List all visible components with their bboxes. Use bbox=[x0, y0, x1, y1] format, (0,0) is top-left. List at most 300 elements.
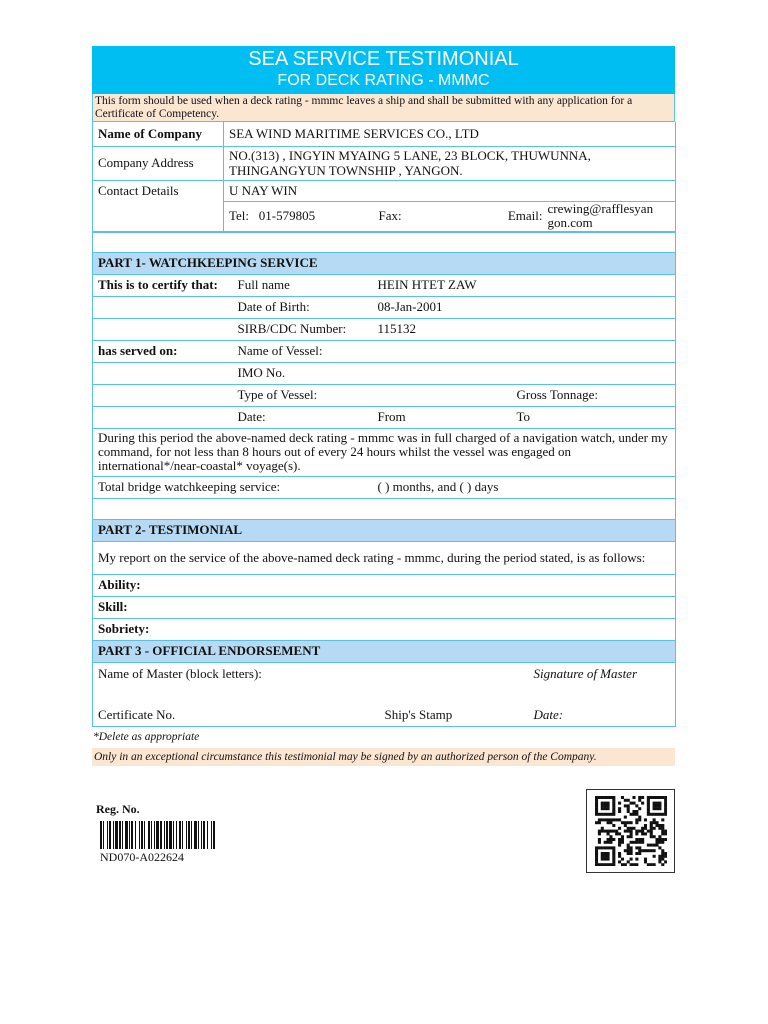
qr-module bbox=[644, 827, 647, 830]
qr-module bbox=[658, 813, 661, 816]
qr-module bbox=[664, 838, 667, 841]
qr-module bbox=[635, 863, 638, 866]
qr-module bbox=[598, 838, 601, 841]
qr-module bbox=[641, 796, 644, 799]
qr-module bbox=[612, 858, 615, 861]
qr-module bbox=[641, 838, 644, 841]
qr-module bbox=[624, 816, 627, 819]
qr-module bbox=[624, 863, 627, 866]
qr-module bbox=[658, 802, 661, 805]
qr-module bbox=[598, 863, 601, 866]
qr-module bbox=[627, 799, 630, 802]
company-block bbox=[92, 122, 676, 232]
qr-module bbox=[661, 818, 664, 821]
qr-module bbox=[607, 802, 610, 805]
qr-module bbox=[627, 810, 630, 813]
barcode-bar bbox=[135, 821, 136, 849]
qr-module bbox=[661, 855, 664, 858]
barcode-bar bbox=[211, 821, 212, 849]
qr-module bbox=[661, 858, 664, 861]
barcode-bar bbox=[103, 821, 104, 849]
qr-module bbox=[653, 813, 656, 816]
email-line-1: crewing@rafflesyan bbox=[547, 201, 654, 216]
qr-module bbox=[655, 821, 658, 824]
barcode-bar bbox=[160, 821, 162, 849]
qr-module bbox=[609, 821, 612, 824]
qr-module bbox=[664, 802, 667, 805]
qr-module bbox=[650, 849, 653, 852]
qr-module bbox=[618, 844, 621, 847]
qr-module bbox=[664, 860, 667, 863]
qr-module bbox=[607, 818, 610, 821]
qr-module bbox=[618, 807, 621, 810]
qr-module bbox=[607, 796, 610, 799]
qr-module bbox=[664, 810, 667, 813]
qr-module bbox=[601, 802, 604, 805]
qr-module bbox=[607, 858, 610, 861]
qr-module bbox=[658, 824, 661, 827]
company-address-value bbox=[224, 146, 676, 180]
qr-module bbox=[655, 807, 658, 810]
barcode-bar bbox=[182, 821, 183, 849]
qr-module bbox=[644, 832, 647, 835]
tel-label: Tel: bbox=[229, 208, 250, 223]
qr-module bbox=[630, 852, 633, 855]
qr-module bbox=[609, 796, 612, 799]
barcode-bar bbox=[169, 821, 172, 849]
qr-module bbox=[658, 846, 661, 849]
qr-module bbox=[630, 841, 633, 844]
qr-module bbox=[612, 855, 615, 858]
served-label: has served on: bbox=[93, 340, 233, 362]
qr-module bbox=[653, 855, 656, 858]
qr-module bbox=[621, 796, 624, 799]
qr-module bbox=[630, 835, 633, 838]
qr-module bbox=[638, 841, 641, 844]
blank-row-2 bbox=[93, 498, 676, 519]
qr-module bbox=[618, 818, 621, 821]
qr-module bbox=[650, 835, 653, 838]
qr-module bbox=[655, 802, 658, 805]
qr-module bbox=[598, 821, 601, 824]
qr-module bbox=[658, 860, 661, 863]
qr-module bbox=[661, 849, 664, 852]
fax-label: Fax: bbox=[378, 208, 402, 223]
qr-module bbox=[607, 855, 610, 858]
skill-label: Skill: bbox=[93, 596, 676, 618]
to-label: To bbox=[512, 406, 676, 428]
qr-module bbox=[635, 841, 638, 844]
qr-module bbox=[607, 807, 610, 810]
type-label: Type of Vessel: bbox=[233, 384, 512, 406]
qr-module bbox=[612, 810, 615, 813]
qr-module bbox=[638, 830, 641, 833]
qr-module bbox=[618, 838, 621, 841]
part1-heading: PART 1- WATCHKEEPING SERVICE bbox=[93, 252, 676, 274]
barcode-bar bbox=[115, 821, 118, 849]
qr-module bbox=[653, 849, 656, 852]
qr-module bbox=[604, 841, 607, 844]
qr-module bbox=[609, 846, 612, 849]
qr-module bbox=[664, 832, 667, 835]
qr-module bbox=[601, 830, 604, 833]
qr-module bbox=[664, 830, 667, 833]
qr-module bbox=[612, 838, 615, 841]
qr-module bbox=[624, 804, 627, 807]
qr-module bbox=[655, 841, 658, 844]
barcode-bar bbox=[186, 821, 187, 849]
qr-module bbox=[627, 849, 630, 852]
qr-module bbox=[618, 832, 621, 835]
qr-module bbox=[661, 838, 664, 841]
sirb-label: SIRB/CDC Number: bbox=[233, 318, 373, 340]
qr-module bbox=[638, 852, 641, 855]
form-subtitle: FOR DECK RATING - MMMC bbox=[277, 72, 490, 89]
qr-module bbox=[607, 841, 610, 844]
qr-module bbox=[615, 832, 618, 835]
barcode-bar bbox=[109, 821, 111, 849]
qr-module bbox=[615, 830, 618, 833]
qr-module bbox=[621, 838, 624, 841]
date-sign-label: Date: bbox=[512, 704, 676, 726]
qr-module bbox=[627, 830, 630, 833]
qr-module bbox=[641, 802, 644, 805]
qr-module bbox=[661, 827, 664, 830]
barcode-bar bbox=[156, 821, 159, 849]
qr-module bbox=[618, 802, 621, 805]
contact-spacer bbox=[93, 201, 224, 231]
qr-module bbox=[598, 818, 601, 821]
signature-label: Signature of Master bbox=[512, 662, 676, 704]
qr-module bbox=[647, 844, 650, 847]
barcode-bar bbox=[129, 821, 130, 849]
qr-module bbox=[661, 852, 664, 855]
qr-module bbox=[658, 841, 661, 844]
form-intro: This form should be used when a deck rating - mmmc leaves a ship and shall be submitted with any application for a Certificate of Competency. bbox=[92, 94, 675, 122]
email-line-2: gon.com bbox=[547, 215, 593, 230]
barcode-bar bbox=[173, 821, 174, 849]
dob-value: 08-Jan-2001 bbox=[373, 296, 676, 318]
qr-module bbox=[653, 844, 656, 847]
qr-module bbox=[635, 852, 638, 855]
barcode-number: ND070-A022624 bbox=[100, 850, 184, 864]
qr-module bbox=[632, 827, 635, 830]
barcode-bar bbox=[164, 821, 165, 849]
qr-module bbox=[607, 838, 610, 841]
qr-module bbox=[630, 802, 633, 805]
full-name-value: HEIN HTET ZAW bbox=[373, 274, 676, 296]
qr-module bbox=[604, 804, 607, 807]
qr-module bbox=[632, 802, 635, 805]
period-text: During this period the above-named deck rating - mmmc was in full charged of a navigation watch, under my command, for not less than 8 hours out of every 24 hours whilst the vessel was engaged on international*/near-coastal* voyage(s). bbox=[93, 428, 676, 476]
total-label: Total bridge watchkeeping service: bbox=[93, 476, 373, 498]
qr-module bbox=[624, 821, 627, 824]
blank-row bbox=[93, 232, 676, 252]
barcode-bar bbox=[131, 821, 133, 849]
qr-module bbox=[607, 832, 610, 835]
barcode-bar bbox=[148, 821, 150, 849]
qr-module bbox=[612, 824, 615, 827]
qr-module bbox=[658, 858, 661, 861]
qr-module bbox=[644, 858, 647, 861]
qr-module bbox=[604, 863, 607, 866]
qr-module bbox=[632, 810, 635, 813]
qr-module bbox=[601, 818, 604, 821]
qr-module bbox=[644, 818, 647, 821]
qr-module bbox=[598, 846, 601, 849]
qr-module bbox=[595, 807, 598, 810]
barcode-bar bbox=[125, 821, 128, 849]
qr-module bbox=[650, 832, 653, 835]
qr-module bbox=[595, 849, 598, 852]
qr-module bbox=[627, 835, 630, 838]
qr-module bbox=[595, 852, 598, 855]
qr-module bbox=[635, 832, 638, 835]
qr-module bbox=[653, 804, 656, 807]
qr-module bbox=[630, 832, 633, 835]
qr-module bbox=[650, 796, 653, 799]
sirb-value: 115132 bbox=[373, 318, 676, 340]
qr-module bbox=[607, 846, 610, 849]
imo-spacer bbox=[93, 362, 233, 384]
qr-module bbox=[655, 844, 658, 847]
qr-module bbox=[627, 852, 630, 855]
qr-module bbox=[601, 807, 604, 810]
email-label: Email: bbox=[507, 208, 543, 223]
qr-module bbox=[595, 821, 598, 824]
qr-module bbox=[609, 813, 612, 816]
qr-module bbox=[658, 855, 661, 858]
qr-module bbox=[635, 813, 638, 816]
qr-module bbox=[618, 860, 621, 863]
qr-module bbox=[658, 835, 661, 838]
qr-module bbox=[647, 830, 650, 833]
qr-code-image bbox=[595, 796, 667, 866]
qr-module bbox=[635, 810, 638, 813]
reg-label: Reg. No. bbox=[96, 802, 140, 816]
barcode-bar bbox=[166, 821, 168, 849]
qr-module bbox=[650, 827, 653, 830]
qr-module bbox=[638, 807, 641, 810]
qr-module bbox=[627, 804, 630, 807]
qr-module bbox=[641, 830, 644, 833]
qr-module bbox=[635, 804, 638, 807]
qr-module bbox=[635, 821, 638, 824]
qr-module bbox=[661, 824, 664, 827]
qr-module bbox=[627, 807, 630, 810]
qr-module bbox=[647, 799, 650, 802]
qr-module bbox=[612, 860, 615, 863]
qr-module bbox=[655, 838, 658, 841]
qr-module bbox=[664, 804, 667, 807]
qr-module bbox=[630, 830, 633, 833]
part2-heading: PART 2- TESTIMONIAL bbox=[93, 519, 676, 541]
qr-module bbox=[650, 821, 653, 824]
qr-module bbox=[641, 841, 644, 844]
qr-module bbox=[604, 855, 607, 858]
barcode-bar bbox=[176, 821, 177, 849]
dob-label: Date of Birth: bbox=[233, 296, 373, 318]
qr-module bbox=[604, 846, 607, 849]
qr-module bbox=[612, 807, 615, 810]
qr-module bbox=[638, 799, 641, 802]
qr-module bbox=[601, 804, 604, 807]
qr-module bbox=[601, 796, 604, 799]
qr-module bbox=[601, 813, 604, 816]
qr-module bbox=[653, 807, 656, 810]
barcode-bar bbox=[188, 821, 190, 849]
qr-module bbox=[595, 860, 598, 863]
qr-module bbox=[601, 863, 604, 866]
qr-module bbox=[601, 855, 604, 858]
qr-module bbox=[632, 796, 635, 799]
qr-module bbox=[638, 838, 641, 841]
part1-table bbox=[92, 232, 676, 727]
barcode-bar bbox=[179, 821, 181, 849]
qr-module bbox=[609, 863, 612, 866]
qr-module bbox=[609, 830, 612, 833]
qr-module bbox=[650, 844, 653, 847]
qr-module bbox=[598, 832, 601, 835]
qr-module bbox=[612, 830, 615, 833]
qr-module bbox=[647, 849, 650, 852]
qr-module bbox=[627, 821, 630, 824]
qr-code bbox=[586, 789, 675, 873]
qr-module bbox=[638, 796, 641, 799]
vessel-label: Name of Vessel: bbox=[233, 340, 676, 362]
qr-module bbox=[664, 799, 667, 802]
qr-module bbox=[615, 818, 618, 821]
type-spacer bbox=[93, 384, 233, 406]
address-line-1: NO.(313) , INGYIN MYAING 5 LANE, 23 BLOCK, THUWUNNA, bbox=[229, 148, 591, 163]
qr-module bbox=[604, 830, 607, 833]
barcode-bar bbox=[201, 821, 202, 849]
exception-note: Only in an exceptional circumstance this testimonial may be signed by an authorized person of the Company. bbox=[92, 748, 675, 766]
qr-module bbox=[607, 830, 610, 833]
qr-module bbox=[627, 860, 630, 863]
barcode-bar bbox=[207, 821, 208, 849]
qr-module bbox=[598, 813, 601, 816]
qr-module bbox=[612, 804, 615, 807]
qr-module bbox=[621, 863, 624, 866]
qr-module bbox=[607, 821, 610, 824]
qr-module bbox=[632, 863, 635, 866]
qr-module bbox=[612, 863, 615, 866]
qr-module bbox=[612, 852, 615, 855]
qr-module bbox=[635, 838, 638, 841]
qr-module bbox=[650, 863, 653, 866]
qr-module bbox=[658, 804, 661, 807]
ability-label: Ability: bbox=[93, 574, 676, 596]
qr-module bbox=[630, 849, 633, 852]
qr-module bbox=[647, 810, 650, 813]
sirb-spacer bbox=[93, 318, 233, 340]
qr-module bbox=[650, 830, 653, 833]
qr-module bbox=[653, 835, 656, 838]
qr-module bbox=[621, 835, 624, 838]
qr-module bbox=[621, 841, 624, 844]
barcode-bar bbox=[122, 821, 123, 849]
qr-module bbox=[661, 863, 664, 866]
qr-module bbox=[604, 796, 607, 799]
barcode-bar bbox=[144, 821, 145, 849]
qr-module bbox=[638, 846, 641, 849]
qr-module bbox=[644, 824, 647, 827]
report-text: My report on the service of the above-named deck rating - mmmc, during the period stated, is as follows: bbox=[93, 541, 676, 574]
qr-module bbox=[661, 841, 664, 844]
qr-module bbox=[601, 827, 604, 830]
address-line-2: THINGANGYUN TOWNSHIP , YANGON. bbox=[229, 163, 463, 178]
qr-module bbox=[612, 799, 615, 802]
qr-module bbox=[595, 858, 598, 861]
qr-module bbox=[604, 852, 607, 855]
tel-value: 01-579805 bbox=[258, 208, 316, 223]
qr-module bbox=[595, 846, 598, 849]
qr-module bbox=[601, 852, 604, 855]
qr-module bbox=[632, 841, 635, 844]
qr-module bbox=[650, 824, 653, 827]
part3-heading: PART 3 - OFFICIAL ENDORSEMENT bbox=[93, 640, 676, 662]
barcode-bar bbox=[151, 821, 152, 849]
qr-module bbox=[598, 841, 601, 844]
qr-module bbox=[627, 846, 630, 849]
qr-module bbox=[618, 810, 621, 813]
barcode-bar bbox=[213, 821, 215, 849]
dob-spacer bbox=[93, 296, 233, 318]
qr-module bbox=[601, 846, 604, 849]
qr-module bbox=[595, 863, 598, 866]
qr-module bbox=[655, 824, 658, 827]
qr-module bbox=[644, 860, 647, 863]
barcode-bar bbox=[194, 821, 197, 849]
qr-module bbox=[609, 818, 612, 821]
qr-module bbox=[641, 849, 644, 852]
qr-module bbox=[601, 858, 604, 861]
qr-module bbox=[632, 813, 635, 816]
qr-module bbox=[635, 830, 638, 833]
company-name-value: SEA WIND MARITIME SERVICES CO., LTD bbox=[224, 122, 676, 146]
qr-module bbox=[635, 818, 638, 821]
contact-label: Contact Details bbox=[93, 180, 224, 201]
qr-module bbox=[627, 827, 630, 830]
qr-module bbox=[653, 821, 656, 824]
qr-module bbox=[661, 813, 664, 816]
qr-module bbox=[653, 818, 656, 821]
qr-module bbox=[595, 796, 598, 799]
company-name-label: Name of Company bbox=[93, 122, 224, 146]
qr-module bbox=[630, 858, 633, 861]
qr-module bbox=[604, 858, 607, 861]
barcode-bar bbox=[198, 821, 199, 849]
qr-module bbox=[647, 863, 650, 866]
qr-module bbox=[604, 807, 607, 810]
qr-module bbox=[661, 796, 664, 799]
qr-module bbox=[598, 796, 601, 799]
qr-module bbox=[607, 804, 610, 807]
date-spacer bbox=[93, 406, 233, 428]
qr-module bbox=[664, 813, 667, 816]
qr-module bbox=[653, 863, 656, 866]
qr-module bbox=[630, 846, 633, 849]
sobriety-label: Sobriety: bbox=[93, 618, 676, 640]
qr-module bbox=[604, 802, 607, 805]
qr-module bbox=[595, 804, 598, 807]
qr-module bbox=[621, 821, 624, 824]
qr-module bbox=[658, 807, 661, 810]
qr-module bbox=[624, 799, 627, 802]
qr-module bbox=[653, 827, 656, 830]
qr-module bbox=[627, 844, 630, 847]
